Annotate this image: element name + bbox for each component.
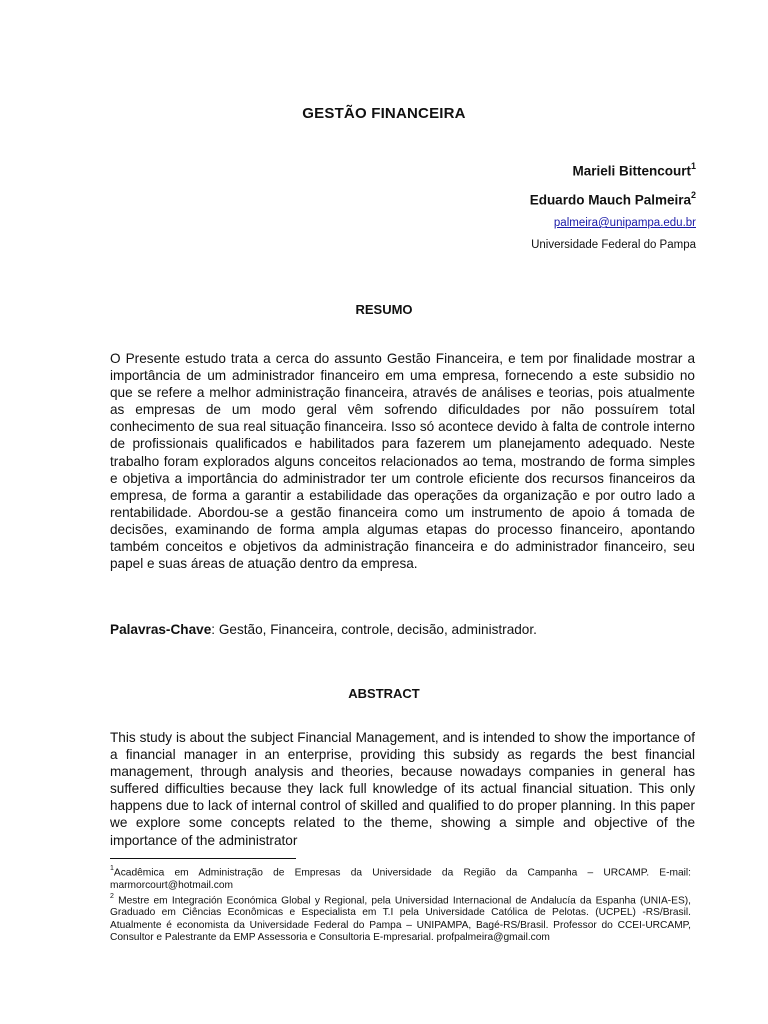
abstract-body: This study is about the subject Financial Management, and is intended to show the importance of a financial manager in an enterprise, providing this subsidy as regards the best financial management, through analysis and theories, because nowadays companies in general has suffered difficulties because they lack full knowledge of its actual financial situation. This only happens due to lack of internal control of skilled and qualified to do proper planning. In this paper we explore some concepts related to the theme, showing a simple and objective of the importance of the administrator xyxy=(110,730,695,848)
footnote-1-mark: 1 xyxy=(110,865,114,872)
footnote-1 xyxy=(110,864,691,892)
footnotes xyxy=(110,864,691,944)
keywords-line xyxy=(110,621,695,638)
footnote-1-text: Acadêmica em Administração de Empresas da Universidade da Região da Campanha – URCAMP. E-mail: marmorcourt@hotmail.com xyxy=(110,867,691,891)
keywords-label: Palavras-Chave xyxy=(110,622,212,637)
keywords-text: : Gestão, Financeira, controle, decisão, administrador. xyxy=(211,622,537,637)
author-affiliation: Universidade Federal do Pampa xyxy=(531,239,696,251)
author-1-footnote-mark[interactable]: 1 xyxy=(690,161,696,171)
author-2-name: Eduardo Mauch Palmeira xyxy=(529,192,691,207)
author-2 xyxy=(530,184,696,213)
author-1-name: Marieli Bittencourt xyxy=(572,163,691,179)
author-email-link[interactable]: palmeira@unipampa.edu.br xyxy=(553,217,696,229)
footnote-2 xyxy=(110,892,691,944)
author-2-footnote-mark[interactable]: 2 xyxy=(690,189,696,200)
resumo-heading: RESUMO xyxy=(355,302,413,317)
footnote-2-mark: 2 xyxy=(110,892,114,900)
document-title: GESTÃO FINANCEIRA xyxy=(302,105,466,122)
author-block xyxy=(530,155,696,256)
resumo-body: O Presente estudo trata a cerca do assunto Gestão Financeira, e tem por finalidade mostrar a importância de um administrador financeiro em uma empresa, fornecendo a este subsidio no que se refere a melhor administração financeira, através de análises e teorias, pois atualmente as empresas de um modo geral vêm sofrendo dificuldades por não possuírem total conhecimento de sua real situação financeira. Isso só acontece devido à falta de controle interno de profissionais qualificados e habilitados para fazerem um planejamento adequado. Neste trabalho foram explorados alguns conceitos relacionados ao tema, mostrando de forma simples e objetiva a importância do administrador ter um controle eficiente dos recursos financeiros da empresa, de forma a garantir a estabilidade das operações da organização e por outro lado a rentabilidade. Abordou-se a gestão financeira como um instrumento de apoio á tomada de decisões, examinando de forma ampla algumas etapas do processo financeiro, apontando também conceitos e objetivos da administração financeira e do administrador financeiro, seu papel e suas áreas de atuação dentro da empresa. xyxy=(110,351,695,572)
footnote-divider xyxy=(110,858,296,859)
footnote-2-text: Mestre em Integración Económica Global y Regional, pela Universidad Internacional de Andalucía da Espanha (UNIA-ES), Graduado em Ciências Econômicas e Especialista em T.I pela Universidade Católica de Pelotas. (UCPEL) -RS/Brasil. Atualmente é economista da Universidade Federal do Pampa – UNIPAMPA, Bagé-RS/Brasil. Professor do CCEI-URCAMP, Consultor e Palestrante da EMP Assessoria e Consultoria E-mpresarial. profpalmeira@gmail.com xyxy=(110,895,691,943)
author-1 xyxy=(530,155,696,184)
abstract-heading: ABSTRACT xyxy=(348,686,420,701)
